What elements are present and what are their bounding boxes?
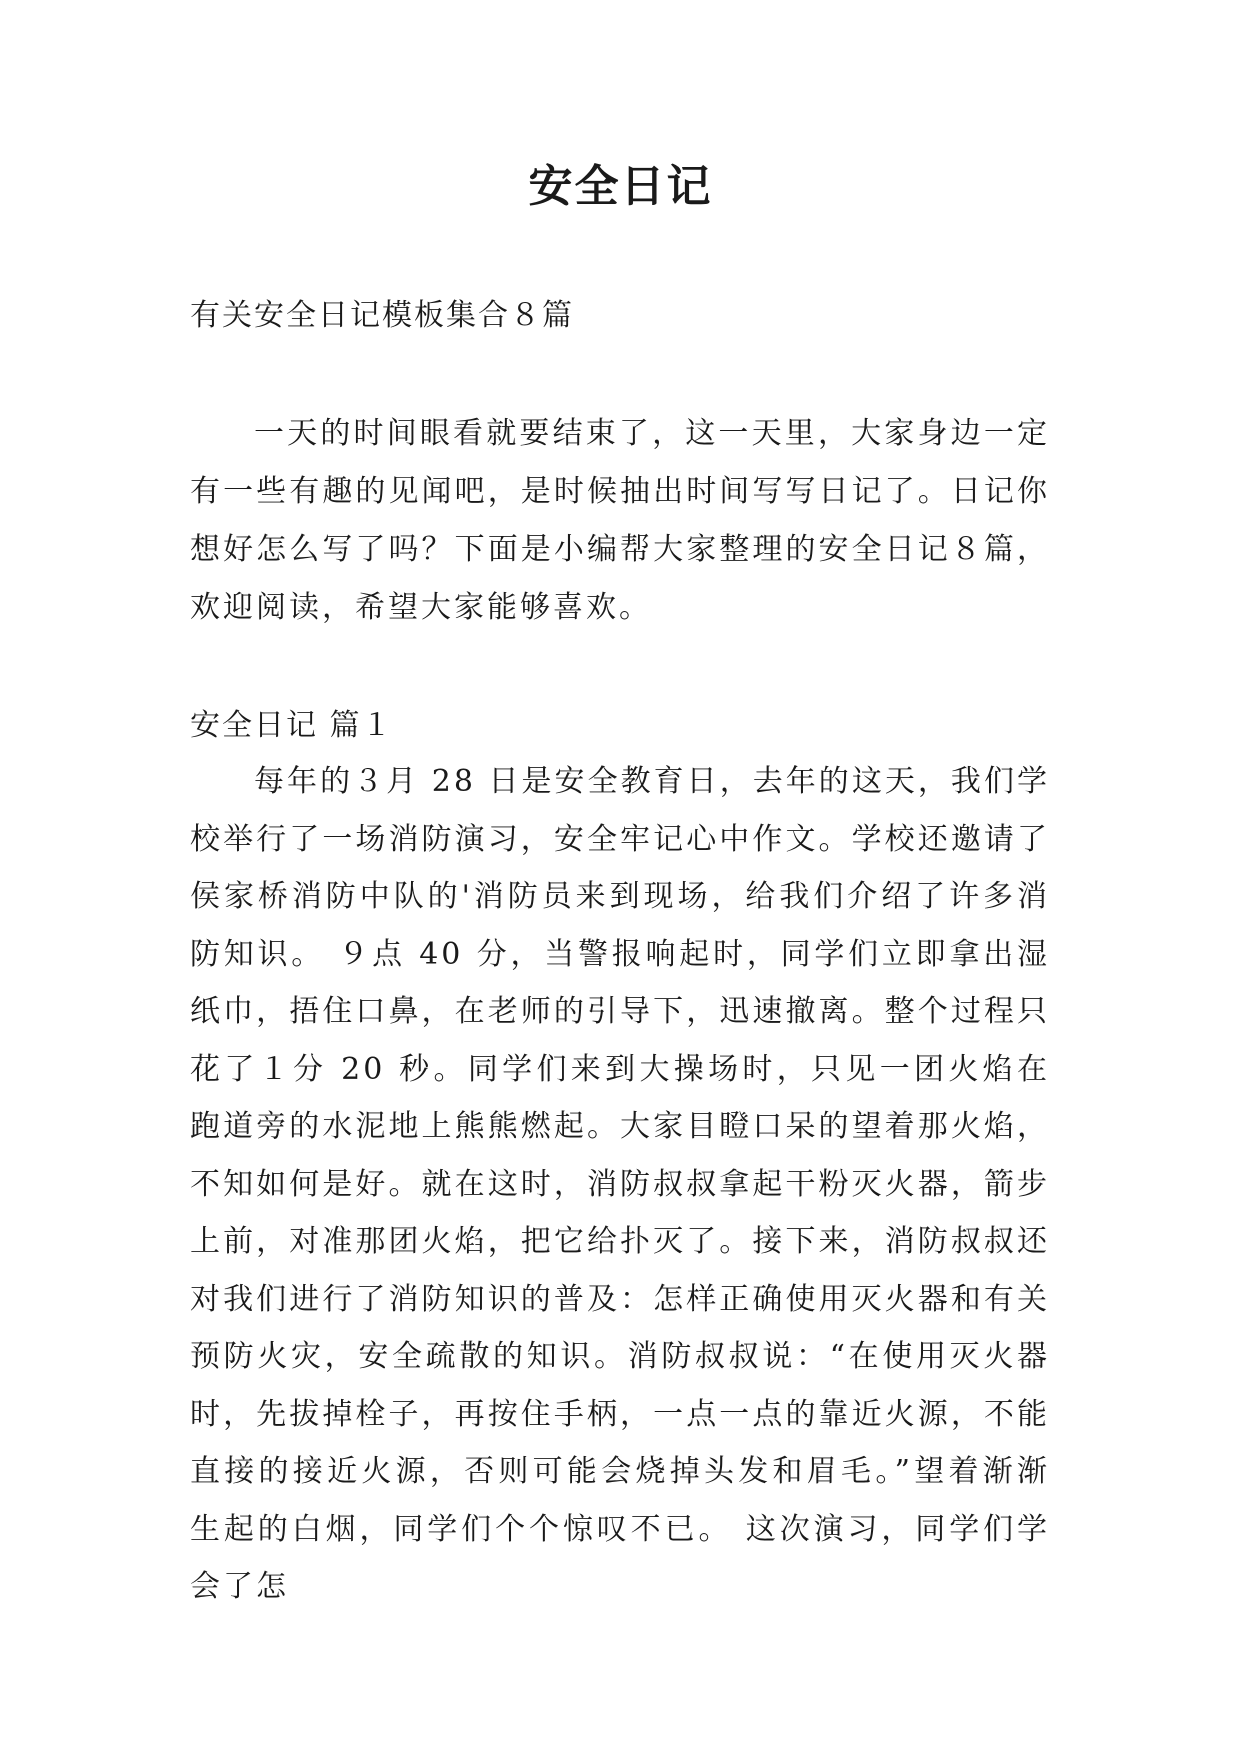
- document-title: 安全日记: [528, 161, 713, 212]
- document-subtitle: 有关安全日记模板集合８篇: [190, 298, 574, 333]
- section-body-paragraph: 每年的３月 28 日是安全教育日，去年的这天，我们学校举行了一场消防演习，安全牢记心中作文。学校还邀请了侯家桥消防中队的'消防员来到现场，给我们介绍了许多消防知识。 ９点 40 分，当警报响起时，同学们立即拿出湿纸巾，捂住口鼻，在老师的引导下，迅速撤离。整个过程只花了１分 20 秒。同学们来到大操场时，只见一团火焰在跑道旁的水泥地上熊熊燃起。大家目瞪口呆的望着那火焰，不知如何是好。就在这时，消防叔叔拿起干粉灭火器，箭步上前，对准那团火焰，把它给扑灭了。接下来，消防叔叔还对我们进行了消防知识的普及：怎样正确使用灭火器和有关预防火灾，安全疏散的知识。消防叔叔说：“在使用灭火器时，先拔掉栓子，再按住手柄，一点一点的靠近火源，不能直接的接近火源，否则可能会烧掉头发和眉毛。”望着渐渐生起的白烟，同学们个个惊叹不已。 这次演习，同学们学会了怎: [190, 764, 1050, 1604]
- intro-paragraph: 一天的时间眼看就要结束了，这一天里，大家身边一定有一些有趣的见闻吧，是时候抽出时间写写日记了。日记你想好怎么写了吗？下面是小编帮大家整理的安全日记８篇，欢迎阅读，希望大家能够喜欢。: [190, 416, 1050, 625]
- section-heading: 安全日记 篇１: [190, 708, 394, 743]
